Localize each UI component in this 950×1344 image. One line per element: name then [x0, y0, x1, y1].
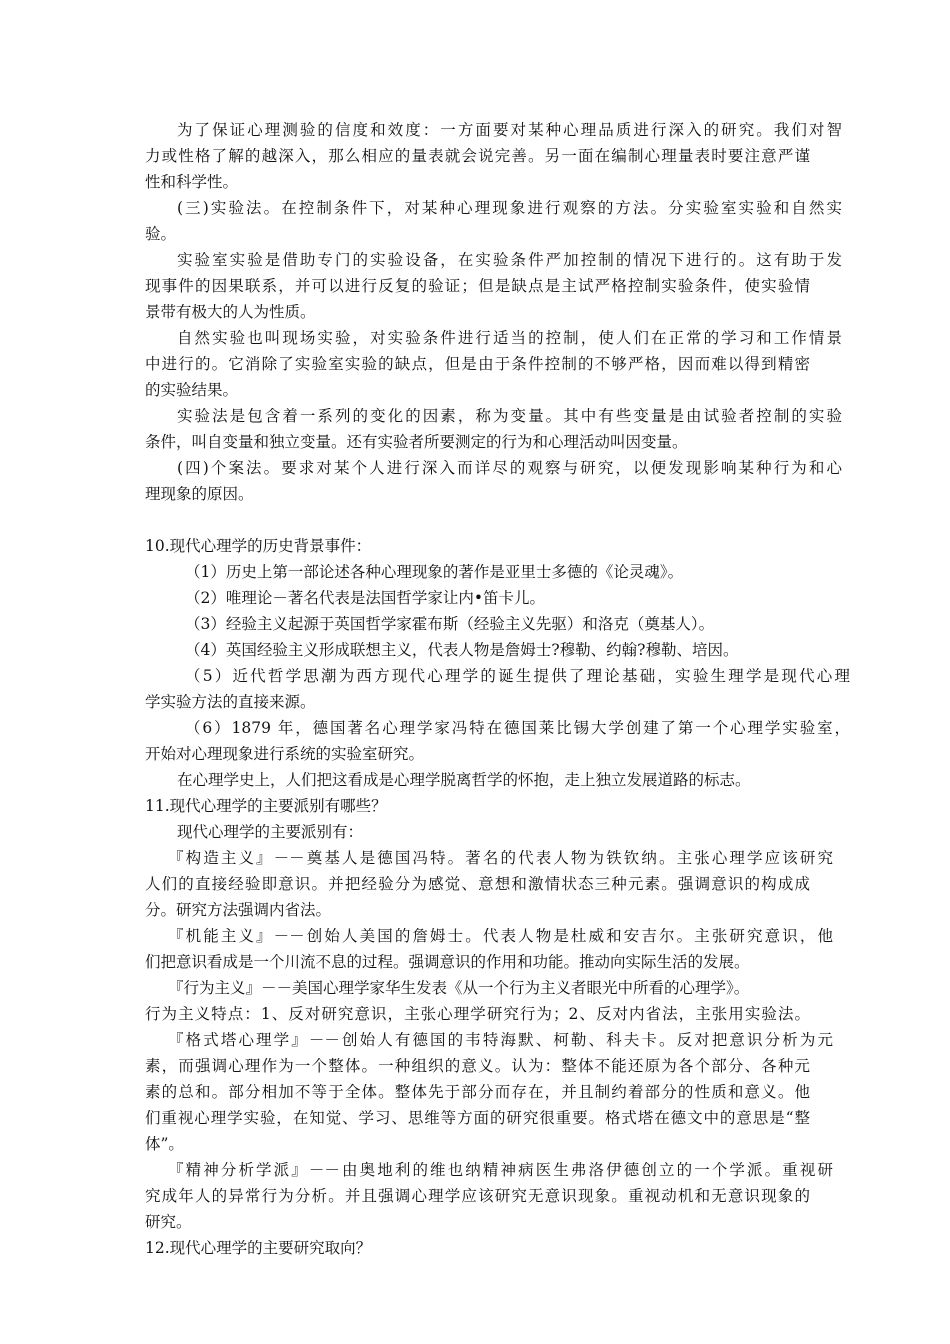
paragraph-line: 素，而强调心理作为一个整体。一种组织的意义。认为：整体不能还原为各个部分、各种元	[145, 1057, 810, 1075]
section-heading: 11.现代心理学的主要派别有哪些？	[145, 797, 387, 815]
paragraph-line: 中进行的。它消除了实验室实验的缺点，但是由于条件控制的不够严格，因而难以得到精密	[145, 355, 810, 373]
list-item: （6）1879 年，德国著名心理学家冯特在德国莱比锡大学创建了第一个心理学实验室，	[185, 719, 850, 737]
paragraph-line: 体”。	[145, 1135, 184, 1153]
list-item: （5）近代哲学思潮为西方现代心理学的诞生提供了理论基础，实验生理学是现代心理	[185, 667, 850, 685]
paragraph-line: 理现象的原因。	[145, 485, 254, 503]
list-item: （3）经验主义起源于英国哲学家霍布斯（经验主义先驱）和洛克（奠基人）。	[185, 615, 715, 633]
paragraph-line: 『机能主义』－－创始人美国的詹姆士。代表人物是杜威和安吉尔。主张研究意识，他	[168, 927, 833, 945]
list-item: （1）历史上第一部论述各种心理现象的著作是亚里士多德的《论灵魂》。	[185, 563, 684, 581]
paragraph-line: 实验法是包含着一系列的变化的因素，称为变量。其中有些变量是由试验者控制的实验	[177, 407, 842, 425]
paragraph-line: 们把意识看成是一个川流不息的过程。强调意识的作用和功能。推动向实际生活的发展。	[145, 953, 750, 971]
paragraph-line: 『行为主义』－－美国心理学家华生发表《从一个行为主义者眼光中所看的心理学》。	[168, 979, 750, 997]
paragraph-line: (四)个案法。要求对某个人进行深入而详尽的观察与研究，以便发现影响某种行为和心	[177, 459, 842, 477]
paragraph-line: 现事件的因果联系，并可以进行反复的验证；但是缺点是主试严格控制实验条件，使实验情	[145, 277, 810, 295]
paragraph-line: 人们的直接经验即意识。并把经验分为感觉、意想和激情状态三种元素。强调意识的构成成	[145, 875, 810, 893]
paragraph-line: 『精神分析学派』－－由奥地利的维也纳精神病医生弗洛伊德创立的一个学派。重视研	[168, 1161, 833, 1179]
paragraph-line: (三)实验法。在控制条件下，对某种心理现象进行观察的方法。分实验室实验和自然实	[177, 199, 842, 217]
paragraph-line: 们重视心理学实验，在知觉、学习、思维等方面的研究很重要。格式塔在德文中的意思是“整	[145, 1109, 810, 1127]
paragraph-line: 的实验结果。	[145, 381, 239, 399]
paragraph-line: 分。研究方法强调内省法。	[145, 901, 332, 919]
paragraph-line: 行为主义特点：1、反对研究意识，主张心理学研究行为；2、反对内省法，主张用实验法。	[145, 1005, 810, 1023]
list-item: （2）唯理论－著名代表是法国哲学家让内•笛卡儿。	[185, 589, 546, 607]
paragraph-line: 自然实验也叫现场实验，对实验条件进行适当的控制，使人们在正常的学习和工作情景	[177, 329, 842, 347]
section-heading: 10.现代心理学的历史背景事件：	[145, 537, 372, 555]
paragraph-line: 力或性格了解的越深入，那么相应的量表就会说完善。另一面在编制心理量表时要注意严谨	[145, 147, 810, 165]
paragraph-line: 条件，叫自变量和独立变量。还有实验者所要测定的行为和心理活动叫因变量。	[145, 433, 688, 451]
paragraph-line: 究成年人的异常行为分析。并且强调心理学应该研究无意识现象。重视动机和无意识现象的	[145, 1187, 810, 1205]
paragraph-line: 『格式塔心理学』－－创始人有德国的韦特海默、柯勒、科夫卡。反对把意识分析为元	[168, 1031, 833, 1049]
section-heading: 12.现代心理学的主要研究取向？	[145, 1239, 372, 1257]
paragraph-line: 研究。	[145, 1213, 192, 1231]
paragraph-line: 在心理学史上，人们把这看成是心理学脱离哲学的怀抱，走上独立发展道路的标志。	[177, 771, 751, 789]
paragraph-line: 实验室实验是借助专门的实验设备，在实验条件严加控制的情况下进行的。这有助于发	[177, 251, 842, 269]
paragraph-line: 现代心理学的主要派别有：	[177, 823, 364, 841]
paragraph-line: 验。	[145, 225, 177, 243]
paragraph-line: 素的总和。部分相加不等于全体。整体先于部分而存在，并且制约着部分的性质和意义。他	[145, 1083, 810, 1101]
paragraph-line: 性和科学性。	[145, 173, 239, 191]
paragraph-line: 为了保证心理测验的信度和效度：一方面要对某种心理品质进行深入的研究。我们对智	[177, 121, 842, 139]
paragraph-line: 景带有极大的人为性质。	[145, 303, 316, 321]
list-item: （4）英国经验主义形成联想主义，代表人物是詹姆士?穆勒、约翰?穆勒、培因。	[185, 641, 739, 659]
list-item: 学实验方法的直接来源。	[145, 693, 316, 711]
paragraph-line: 『构造主义』－－奠基人是德国冯特。著名的代表人物为铁钦纳。主张心理学应该研究	[168, 849, 833, 867]
list-item: 开始对心理现象进行系统的实验室研究。	[145, 745, 425, 763]
